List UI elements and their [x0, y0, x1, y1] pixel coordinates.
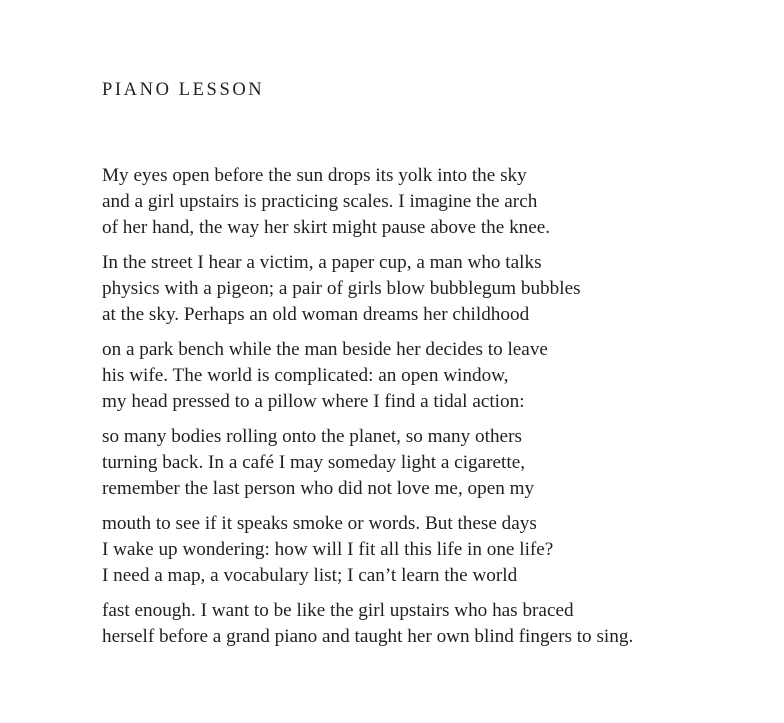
stanza-2	[102, 250, 633, 328]
poem-line: at the sky. Perhaps an old woman dreams her childhood	[102, 304, 530, 325]
poem-line: mouth to see if it speaks smoke or words. But these days	[102, 513, 537, 534]
stanza-5	[102, 511, 633, 589]
poem-line: In the street I hear a victim, a paper cup, a man who talks	[102, 252, 542, 273]
poem-body	[102, 163, 633, 659]
poem-line: and a girl upstairs is practicing scales. I imagine the arch	[102, 191, 538, 212]
poem-line: physics with a pigeon; a pair of girls blow bubblegum bubbles	[102, 278, 581, 299]
poem-line: of her hand, the way her skirt might pause above the knee.	[102, 217, 551, 238]
poem-line: herself before a grand piano and taught her own blind fingers to sing.	[102, 626, 634, 647]
poem-line: my head pressed to a pillow where I find a tidal action:	[102, 391, 525, 412]
poem-line: remember the last person who did not love me, open my	[102, 478, 535, 499]
poem-line: on a park bench while the man beside her decides to leave	[102, 339, 548, 360]
poem-title: PIANO LESSON	[102, 80, 265, 100]
stanza-4	[102, 424, 633, 502]
poem-line: My eyes open before the sun drops its yolk into the sky	[102, 165, 527, 186]
poem-line: so many bodies rolling onto the planet, so many others	[102, 426, 522, 447]
poem-line: fast enough. I want to be like the girl upstairs who has braced	[102, 600, 574, 621]
poem-line: turning back. In a café I may someday light a cigarette,	[102, 452, 526, 473]
stanza-1	[102, 163, 633, 241]
stanza-3	[102, 337, 633, 415]
poem-line: I wake up wondering: how will I fit all this life in one life?	[102, 539, 554, 560]
poem-line: I need a map, a vocabulary list; I can’t learn the world	[102, 565, 518, 586]
stanza-6	[102, 598, 633, 650]
poem-line: his wife. The world is complicated: an open window,	[102, 365, 509, 386]
